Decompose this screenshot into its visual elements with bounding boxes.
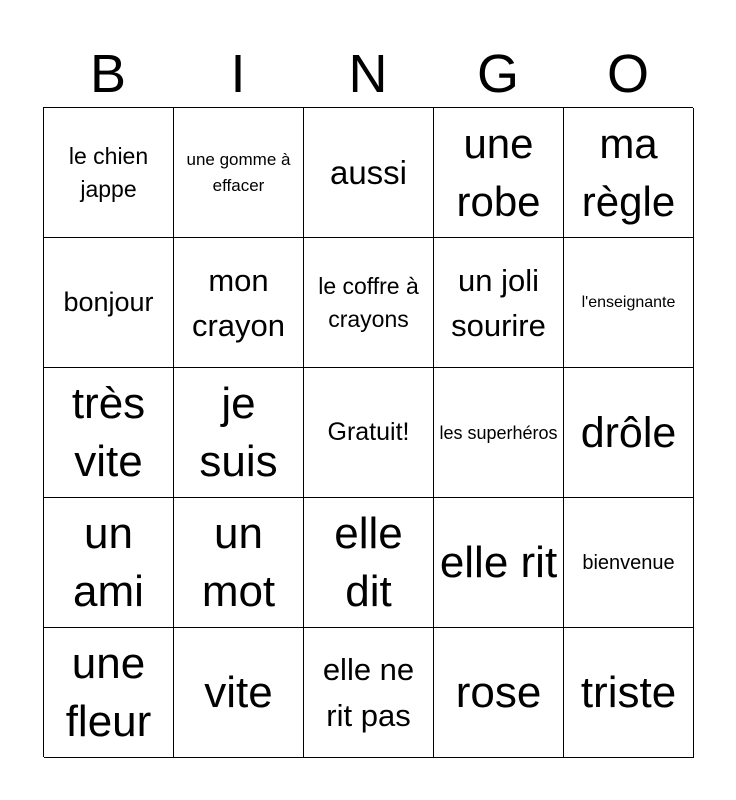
bingo-cell[interactable]: bienvenue — [564, 498, 694, 628]
bingo-header — [43, 40, 693, 108]
bingo-cell[interactable]: vite — [174, 628, 304, 758]
bingo-cell[interactable]: très vite — [44, 368, 174, 498]
bingo-cell[interactable]: une robe — [434, 108, 564, 238]
bingo-cell[interactable]: elle rit — [434, 498, 564, 628]
header-letter-b: B — [89, 44, 127, 104]
bingo-cell[interactable]: mon crayon — [174, 238, 304, 368]
bingo-cell[interactable]: ma règle — [564, 108, 694, 238]
bingo-cell[interactable]: une fleur — [44, 628, 174, 758]
bingo-cell[interactable]: un ami — [44, 498, 174, 628]
bingo-cell[interactable]: elle ne rit pas — [304, 628, 434, 758]
header-letter-g: G — [476, 44, 519, 104]
bingo-cell[interactable]: le chien jappe — [44, 108, 174, 238]
bingo-cell[interactable]: un joli sourire — [434, 238, 564, 368]
bingo-cell[interactable]: rose — [434, 628, 564, 758]
bingo-cell[interactable]: l'enseignante — [564, 238, 694, 368]
bingo-cell[interactable]: un mot — [174, 498, 304, 628]
bingo-cell[interactable]: elle dit — [304, 498, 434, 628]
header-letter-n: N — [348, 44, 388, 104]
bingo-cell[interactable]: triste — [564, 628, 694, 758]
header-letter-i: I — [230, 44, 246, 104]
bingo-cell[interactable]: bonjour — [44, 238, 174, 368]
bingo-cell[interactable]: drôle — [564, 368, 694, 498]
bingo-cell[interactable]: je suis — [174, 368, 304, 498]
bingo-cell[interactable]: Gratuit! — [304, 368, 434, 498]
bingo-cell[interactable]: une gomme à effacer — [174, 108, 304, 238]
bingo-board — [43, 107, 693, 757]
header-letter-o: O — [606, 44, 649, 104]
bingo-cell[interactable]: le coffre à crayons — [304, 238, 434, 368]
bingo-cell[interactable]: aussi — [304, 108, 434, 238]
bingo-cell[interactable]: les superhéros — [434, 368, 564, 498]
